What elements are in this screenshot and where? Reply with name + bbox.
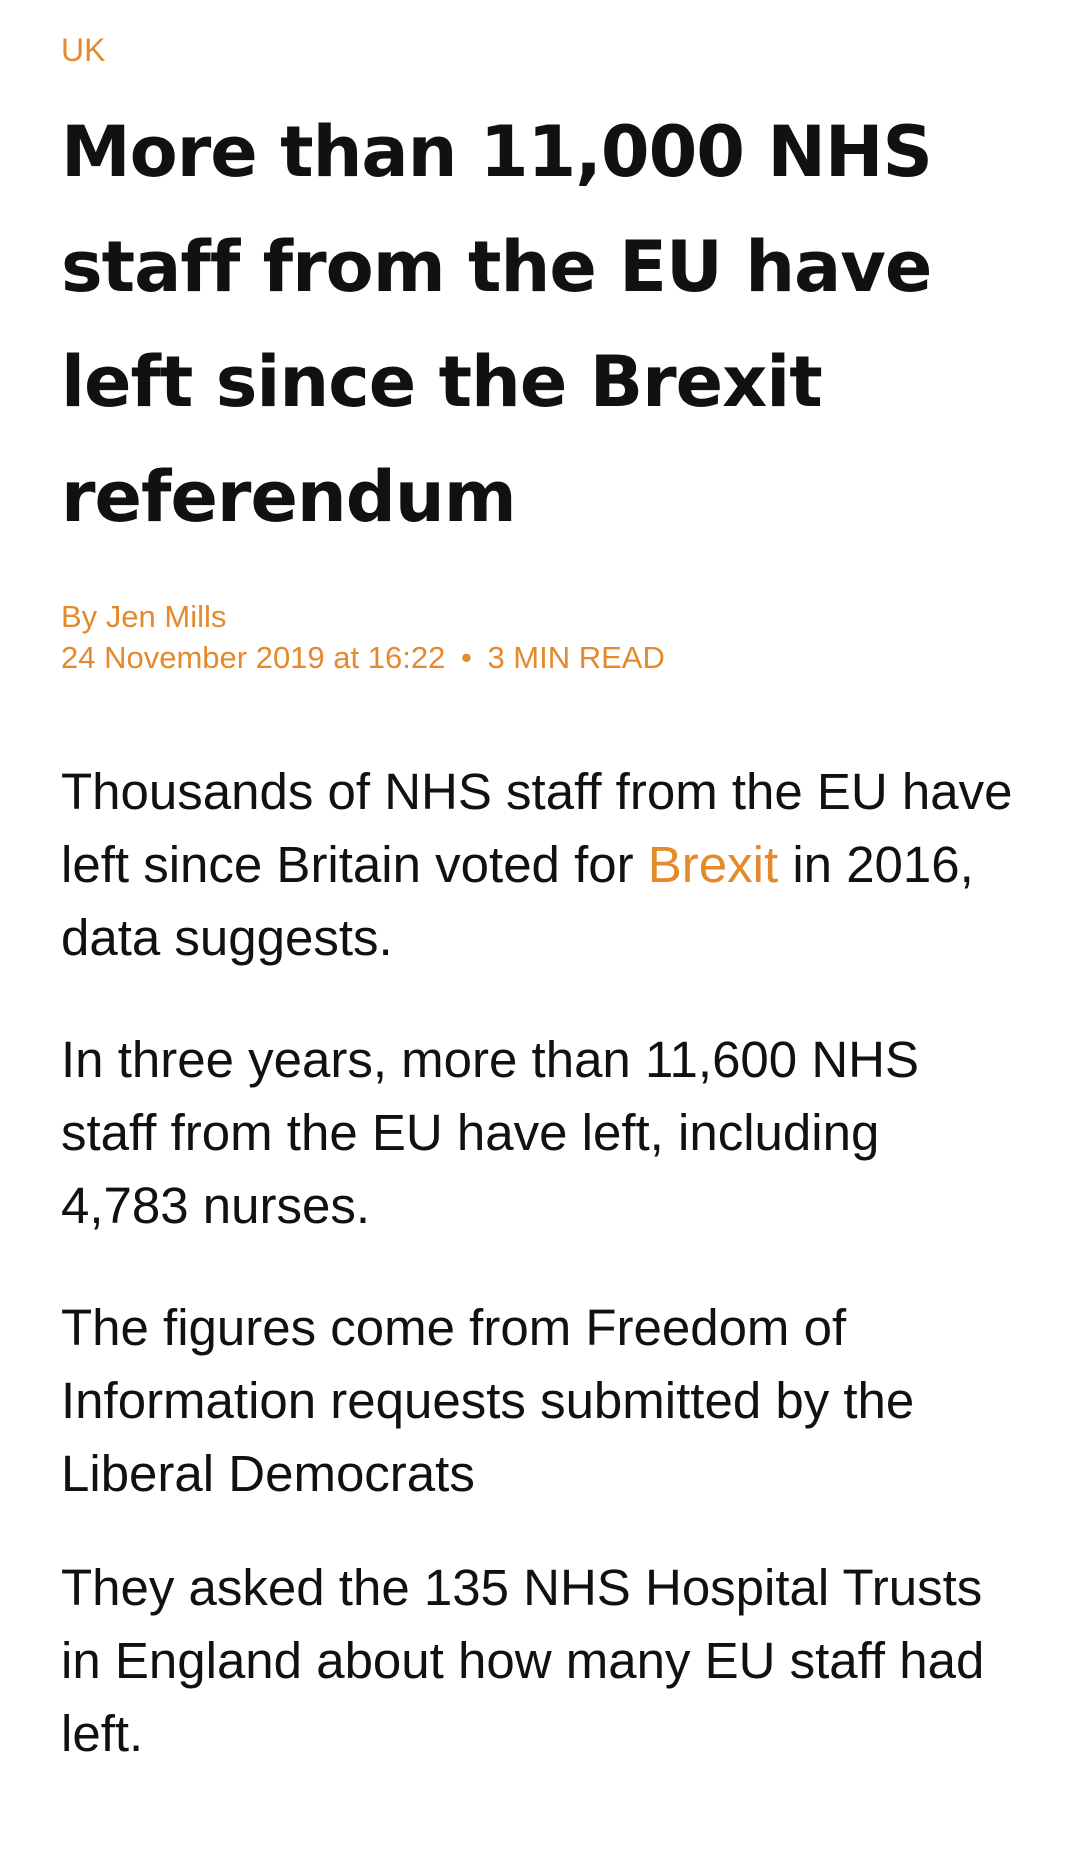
paragraph-3: The figures come from Freedom of Information requests submitted by the Liberal Democrats [61, 1299, 915, 1502]
article-meta [61, 638, 665, 678]
paragraph-2: In three years, more than 11,600 NHS staff from the EU have left, including 4,783 nurses. [61, 1031, 920, 1234]
paragraph-1-text-end: in 2016, data suggests. [61, 836, 974, 966]
brexit-link[interactable]: Brexit [647, 836, 779, 893]
section-link-uk[interactable]: UK [61, 32, 106, 68]
author-byline[interactable]: By Jen Mills [61, 599, 227, 634]
read-time: 3 MIN READ [487, 640, 665, 675]
paragraph-1 [61, 755, 1021, 974]
meta-separator: • [460, 640, 472, 675]
publish-date: 24 November 2019 at 16:22 [61, 640, 446, 675]
paragraph-4: They asked the 135 NHS Hospital Trusts in England about how many EU staff had left. [61, 1559, 985, 1762]
article-headline: More than 11,000 NHS staff from the EU have left since the Brexit referendum [61, 111, 932, 538]
paragraph-1-text-start: Thousands of NHS staff from the EU have left since Britain voted for [61, 763, 1013, 893]
